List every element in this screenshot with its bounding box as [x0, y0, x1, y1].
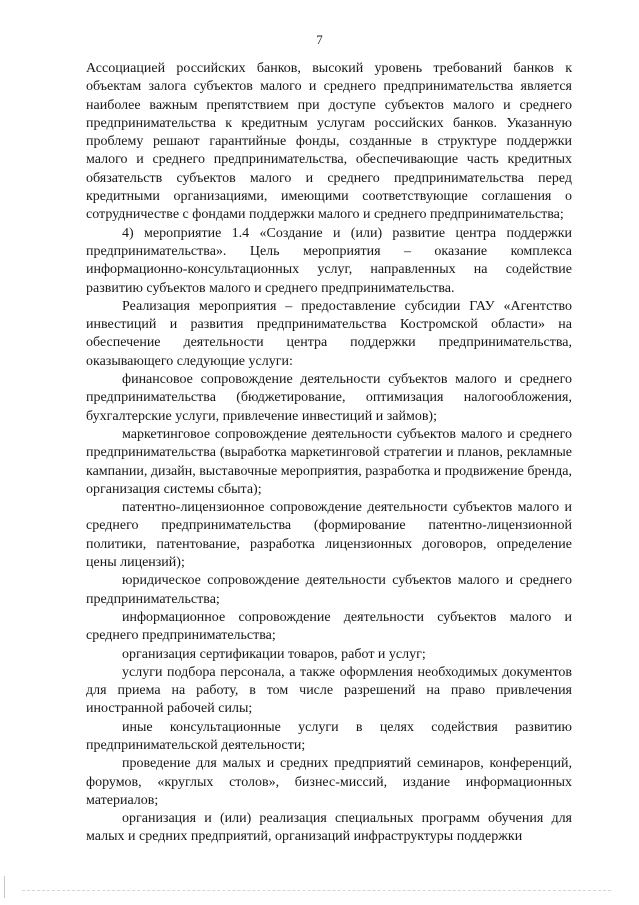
paragraph: Ассоциацией российских банков, высокий уровень требований банков к объектам залога субъектов малого и среднего предпринимательства является наиболее важным препятствием при доступе субъектов малого и среднего предпринимательства к кредитным услугам российских банков. Указанную проблему решают гарантийные фонды, созданные в структуре поддержки малого и среднего предпринимательства, обеспечивающие часть кредитных обязательств субъектов малого и среднего предпринимательства перед кредитными организациями, имеющими соответствующие соглашения о сотрудничестве с фондами поддержки малого и среднего предпринимательства;: [86, 61, 572, 223]
paragraph: организация сертификации товаров, работ и услуг;: [122, 646, 426, 662]
paragraph: организация и (или) реализация специальных программ обучения для малых и средних предприятий, организаций инфраструктуры поддержки: [86, 811, 572, 845]
paragraph: юридическое сопровождение деятельности субъектов малого и среднего предпринимательства;: [86, 573, 572, 607]
paragraph: иные консультационные услуги в целях содействия развитию предпринимательской деятельности;: [86, 719, 572, 753]
scan-edge-mark: [4, 876, 5, 898]
paragraph: проведение для малых и средних предприятий семинаров, конференций, форумов, «круглых столов», бизнес-миссий, издание информационных материалов;: [86, 756, 572, 808]
paragraph: услуги подбора персонала, а также оформления необходимых документов для приема на работу, в том числе разрешений на право привлечения иностранной рабочей силы;: [86, 664, 572, 717]
document-body: [86, 60, 572, 847]
paragraph: 4) мероприятие 1.4 «Создание и (или) развитие центра поддержки предпринимательства». Цель мероприятия – оказание комплекса информационно-консультационных услуг, направленных на содействие развитию субъектов малого и среднего предпринимательства.: [86, 225, 572, 296]
page-number: 7: [316, 32, 323, 47]
paragraph: маркетинговое сопровождение деятельности субъектов малого и среднего предпринимательства (выработка маркетинговой стратегии и планов, рекламные кампании, дизайн, выставочные мероприятия, разработка и продвижение бренда, организация системы сбыта);: [86, 426, 572, 497]
paragraph: информационное сопровождение деятельности субъектов малого и среднего предпринимательства;: [86, 609, 572, 644]
paragraph: Реализация мероприятия – предоставление субсидии ГАУ «Агентство инвестиций и развития предпринимательства Костромской области» на обеспечение деятельности центра поддержки предпринимательства, оказывающего следующие услуги:: [86, 298, 572, 369]
paragraph: финансовое сопровождение деятельности субъектов малого и среднего предпринимательства (бюджетирование, оптимизация налогообложения, бухгалтерские услуги, привлечение инвестиций и займов);: [86, 372, 572, 424]
paragraph: патентно-лицензионное сопровождение деятельности субъектов малого и среднего предпринимательства (формирование патентно-лицензионной политики, патентование, разработка лицензионных договоров, определение цены лицензий);: [86, 500, 572, 571]
scan-footer-line: [22, 890, 611, 891]
